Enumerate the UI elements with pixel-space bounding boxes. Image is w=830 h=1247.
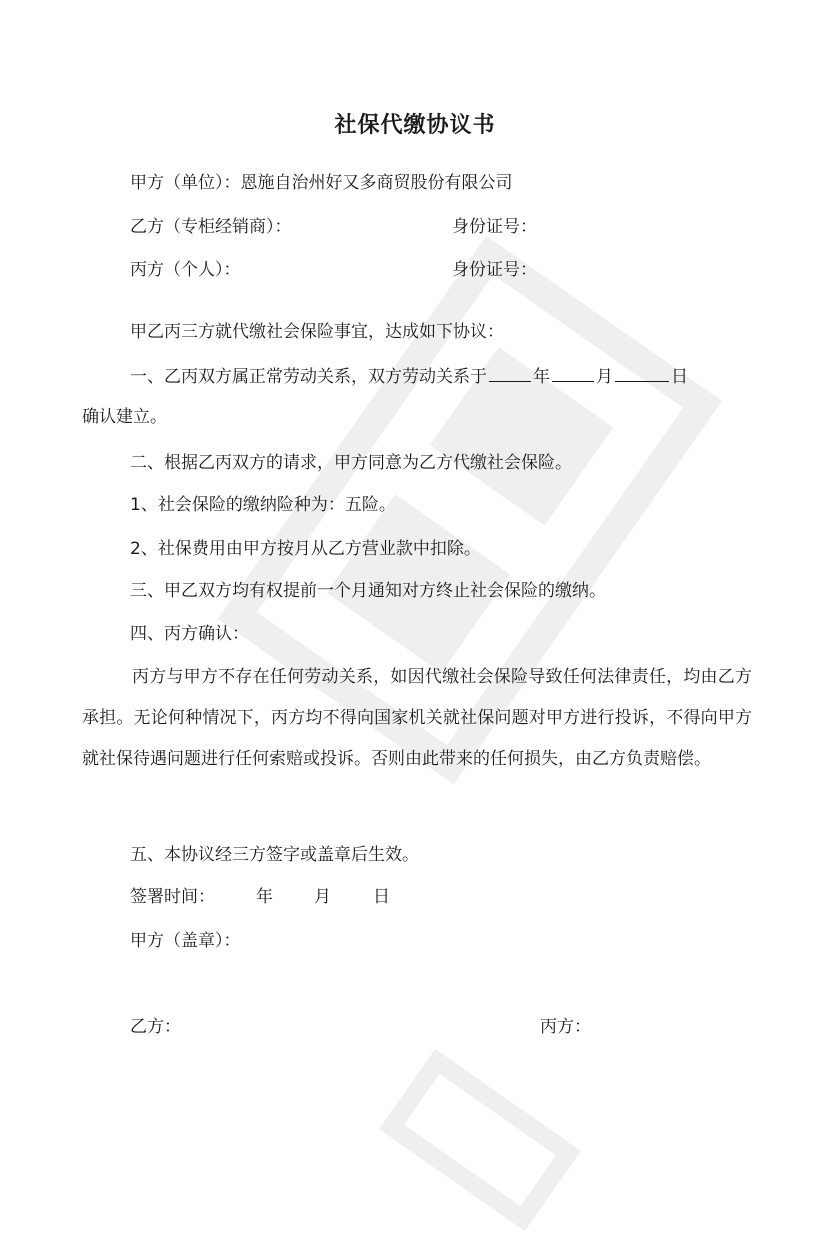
party-b-id-label: 身份证号： [452,217,537,237]
sign-party-b: 乙方： [130,1017,181,1037]
sign-month: 月 [314,887,331,907]
party-c-label: 丙方（个人）： [130,260,241,280]
sign-day: 日 [373,887,390,907]
clause-1-month: 月 [596,367,613,387]
clause-3: 三、甲乙双方均有权提前一个月通知对方终止社会保险的缴纳。 [130,581,606,601]
sign-year: 年 [256,887,273,907]
clause-2-item-1: 1、社会保险的缴纳险种为：五险。 [130,495,396,515]
sign-party-a: 甲方（盖章）： [130,931,241,951]
clause-4-heading: 四、丙方确认： [130,624,249,644]
intro-text: 甲乙丙三方就代缴社会保险事宜，达成如下协议： [130,322,504,342]
sign-party-c: 丙方： [540,1017,591,1037]
day-blank [615,363,669,382]
clause-1-text: 一、乙丙双方属正常劳动关系，双方劳动关系于 [130,367,487,387]
clause-4-body: 丙方与甲方不存在任何劳动关系，如因代缴社会保险导致任何法律责任，均由乙方承担。无论何种情况下，丙方均不得向国家机关就社保问题对甲方进行投诉，不得向甲方就社保待遇问题进行任何索赔或投诉。否则由此带来的任何损失，由乙方负责赔偿。 [82,667,752,769]
clause-1-day: 日 [671,367,688,387]
watermark-logo-lower [364,1033,597,1246]
clause-1-continuation: 确认建立。 [82,407,167,427]
clause-2: 二、根据乙丙双方的请求，甲方同意为乙方代缴社会保险。 [130,453,572,473]
party-a-line: 甲方（单位）：恩施自治州好又多商贸股份有限公司 [130,173,513,193]
month-blank [552,363,594,382]
clause-1-line [130,363,688,389]
party-c-id-label: 身份证号： [452,260,537,280]
document-title: 社保代缴协议书 [334,113,496,138]
year-blank [489,363,531,382]
party-b-label: 乙方（专柜经销商）： [130,217,292,237]
clause-1-year: 年 [533,367,550,387]
clause-2-item-2: 2、社保费用由甲方按月从乙方营业款中扣除。 [130,539,481,559]
sign-time-label: 签署时间： [130,887,215,907]
clause-5: 五、本协议经三方签字或盖章后生效。 [130,845,419,865]
